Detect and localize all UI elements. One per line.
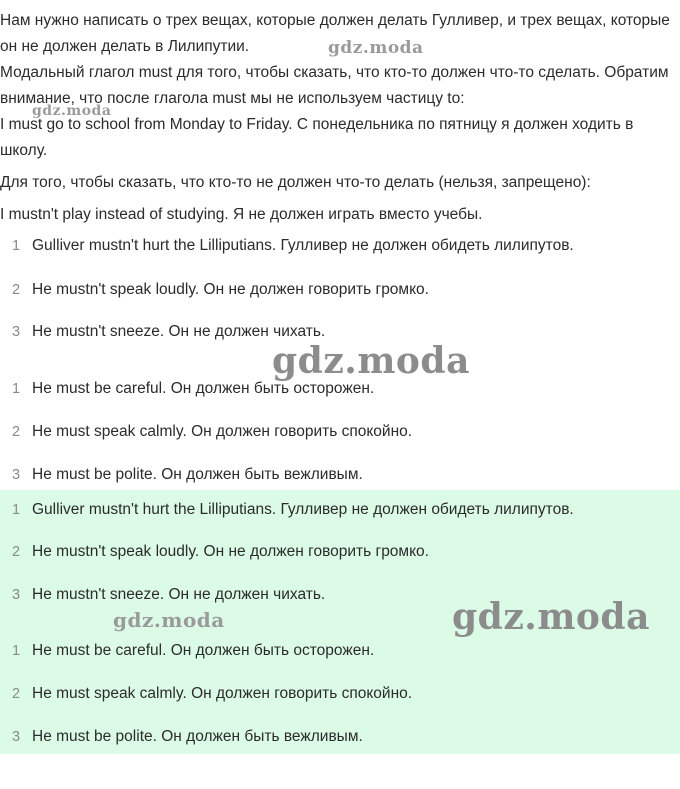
watermark: gdz.moda <box>452 596 650 638</box>
list-item <box>0 498 574 522</box>
item-text: He must be polite. Он должен быть вежливым. <box>32 466 363 483</box>
watermark: gdz.moda <box>113 608 225 632</box>
item-text: He mustn't speak loudly. Он не должен говорить громко. <box>32 281 429 298</box>
watermark: gdz.moda <box>328 38 424 58</box>
watermark: gdz.moda <box>32 103 112 119</box>
item-number: 1 <box>11 643 21 659</box>
item-text: Gulliver mustn't hurt the Lilliputians. Гулливер не должен обидеть лилипутов. <box>32 237 574 254</box>
list-item <box>0 420 412 444</box>
item-number: 3 <box>11 467 21 483</box>
item-text: He mustn't sneeze. Он не должен чихать. <box>32 586 326 603</box>
intro-paragraph-1: Нам нужно написать о трех вещах, которые должен делать Гулливер, и трех вещах, которые он не должен делать в Лилипутии. <box>0 12 670 55</box>
item-text: Gulliver mustn't hurt the Lilliputians. Гулливер не должен обидеть лилипутов. <box>32 501 574 518</box>
intro-paragraph-2: Модальный глагол must для того, чтобы сказать, что кто-то должен что-то сделать. Обратим внимание, что после глагола must мы не используем частицу to: <box>0 64 669 107</box>
list-item <box>0 234 574 258</box>
list-item <box>0 540 429 564</box>
item-number: 2 <box>11 544 21 560</box>
item-number: 2 <box>11 686 21 702</box>
item-text: He mustn't speak loudly. Он не должен говорить громко. <box>32 543 429 560</box>
item-number: 1 <box>11 502 21 518</box>
item-text: He mustn't sneeze. Он не должен чихать. <box>32 323 326 340</box>
item-text: He must be polite. Он должен быть вежливым. <box>32 728 363 745</box>
list-item <box>0 583 325 607</box>
list-item <box>0 278 429 302</box>
item-number: 1 <box>11 381 21 397</box>
intro-paragraph-5: I mustn't play instead of studying. Я не должен играть вместо учебы. <box>0 206 483 223</box>
list-item <box>0 682 412 706</box>
item-number: 3 <box>11 587 21 603</box>
item-text: He must be careful. Он должен быть осторожен. <box>32 642 375 659</box>
item-number: 2 <box>11 282 21 298</box>
intro-paragraph-4: Для того, чтобы сказать, что кто-то не должен что-то делать (нельзя, запрещено): <box>0 174 591 191</box>
item-number: 1 <box>11 238 21 254</box>
watermark: gdz.moda <box>272 340 470 382</box>
item-text: He must speak calmly. Он должен говорить спокойно. <box>32 423 413 440</box>
item-number: 3 <box>11 729 21 745</box>
item-text: He must speak calmly. Он должен говорить спокойно. <box>32 685 413 702</box>
item-text: He must be careful. Он должен быть осторожен. <box>32 380 375 397</box>
list-item <box>0 463 363 487</box>
item-number: 3 <box>11 324 21 340</box>
item-number: 2 <box>11 424 21 440</box>
list-item <box>0 725 363 749</box>
list-item <box>0 639 374 663</box>
intro-paragraph-3: I must go to school from Monday to Friday. С понедельника по пятницу я должен ходить в школу. <box>0 116 634 159</box>
